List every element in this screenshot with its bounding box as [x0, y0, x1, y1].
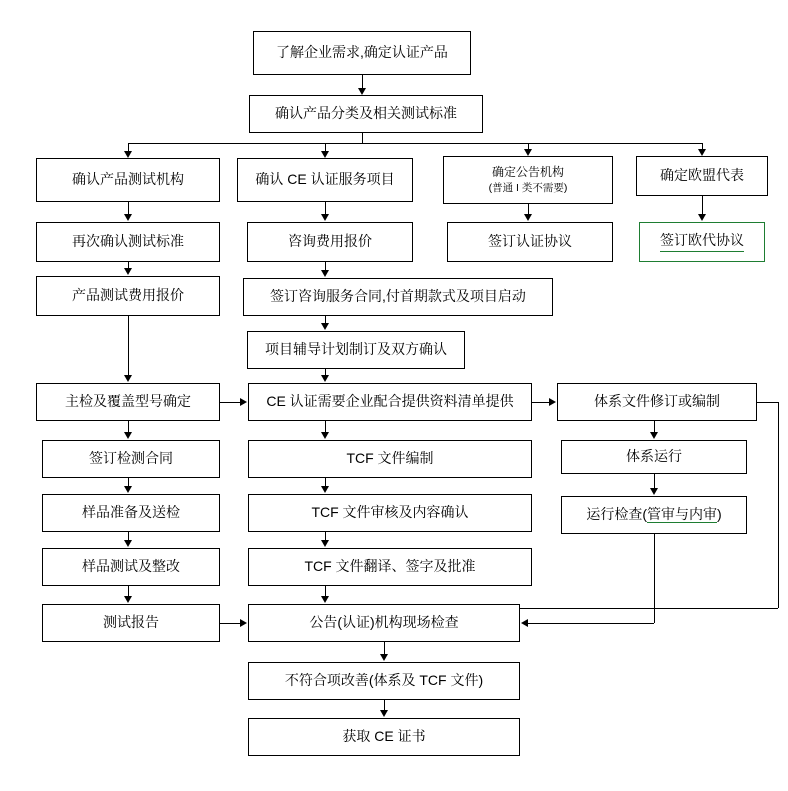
arrow-head — [124, 432, 132, 439]
arrow-head — [124, 596, 132, 603]
connector — [325, 478, 326, 486]
connector — [384, 700, 385, 710]
node-confirm-ce-service[interactable] — [237, 158, 413, 202]
connector — [528, 204, 529, 214]
node-understand-requirements[interactable] — [253, 31, 471, 75]
node-label: 咨询费用报价 — [288, 233, 372, 250]
node-operation-inspection[interactable] — [561, 496, 747, 534]
arrow-head — [321, 151, 329, 158]
connector — [325, 262, 326, 270]
node-label: 体系文件修订或编制 — [594, 393, 720, 410]
node-label: 签订欧代协议 — [660, 232, 744, 252]
connector — [702, 196, 703, 214]
node-label: 不符合项改善(体系及 TCF 文件) — [284, 672, 484, 689]
arrow-head — [321, 596, 329, 603]
node-sample-prep-submission[interactable] — [42, 494, 220, 532]
connector — [128, 478, 129, 486]
connector — [384, 642, 385, 654]
node-label: 测试报告 — [103, 614, 159, 631]
node-label: 主检及覆盖型号确定 — [65, 393, 191, 410]
arrow-head — [358, 88, 366, 95]
node-label: 公告(认证)机构现场检查 — [309, 614, 459, 631]
node-confirm-classification[interactable] — [249, 95, 483, 133]
node-label: 了解企业需求,确定认证产品 — [276, 44, 448, 61]
node-label: 签订咨询服务合同,付首期款式及项目启动 — [270, 288, 526, 305]
node-determine-notified-body[interactable] — [443, 156, 613, 204]
node-tcf-compilation[interactable] — [248, 440, 532, 478]
node-label: 确定公告机构 — [491, 164, 564, 179]
arrow-head — [124, 486, 132, 493]
node-project-plan-confirm[interactable] — [247, 331, 465, 369]
connector — [532, 402, 549, 403]
connector-bus — [128, 143, 702, 144]
connector — [654, 534, 655, 623]
node-label: 样品测试及整改 — [82, 558, 180, 575]
connector — [128, 586, 129, 596]
node-label: 签订检测合同 — [89, 450, 173, 467]
connector — [778, 402, 779, 608]
arrow-head — [650, 488, 658, 495]
node-label: 确认产品分类及相关测试标准 — [275, 105, 457, 122]
node-label: TCF 文件审核及内容确认 — [311, 504, 469, 521]
node-nonconformity-correction[interactable] — [248, 662, 520, 700]
node-determine-eu-rep[interactable] — [636, 156, 768, 196]
arrow-head — [124, 151, 132, 158]
node-sample-test-rectify[interactable] — [42, 548, 220, 586]
connector — [757, 402, 778, 403]
node-sign-certification-agreement[interactable] — [447, 222, 613, 262]
node-label: 体系运行 — [626, 448, 682, 465]
arrow-head — [240, 398, 247, 406]
arrow-head — [321, 486, 329, 493]
arrow-head — [321, 323, 329, 330]
arrow-head — [321, 432, 329, 439]
connector — [362, 133, 363, 143]
node-label: 确认产品测试机构 — [72, 171, 184, 188]
arrow-head — [124, 214, 132, 221]
arrow-head — [321, 270, 329, 277]
connector — [128, 532, 129, 540]
node-reconfirm-standards[interactable] — [36, 222, 220, 262]
connector — [325, 586, 326, 596]
arrow-head — [524, 214, 532, 221]
connector — [528, 623, 654, 624]
node-label: 运行检查(管审与内审) — [586, 506, 722, 523]
connector — [220, 623, 240, 624]
arrow-head — [321, 214, 329, 221]
connector — [520, 608, 778, 609]
node-obtain-ce-certificate[interactable] — [248, 718, 520, 756]
arrow-head — [698, 149, 706, 156]
node-label: 产品测试费用报价 — [72, 287, 184, 304]
arrow-head — [521, 619, 528, 627]
node-label: TCF 文件编制 — [346, 450, 434, 467]
arrow-head — [549, 398, 556, 406]
node-sign-eu-rep-agreement[interactable] — [639, 222, 765, 262]
connector — [325, 143, 326, 151]
node-label: TCF 文件翻译、签字及批准 — [304, 558, 476, 575]
arrow-head — [650, 432, 658, 439]
arrow-head — [321, 375, 329, 382]
connector — [220, 402, 240, 403]
node-label: 确定欧盟代表 — [660, 167, 744, 184]
connector — [325, 316, 326, 323]
node-tcf-review[interactable] — [248, 494, 532, 532]
node-label: 项目辅导计划制订及双方确认 — [265, 341, 447, 358]
arrow-head — [124, 540, 132, 547]
connector — [128, 316, 129, 375]
arrow-head — [380, 654, 388, 661]
node-label: CE 认证需要企业配合提供资料清单提供 — [266, 393, 514, 410]
node-system-doc-revision[interactable] — [557, 383, 757, 421]
connector — [128, 421, 129, 432]
connector — [325, 532, 326, 540]
node-consulting-quote[interactable] — [247, 222, 413, 262]
node-label: 再次确认测试标准 — [72, 233, 184, 250]
arrow-head — [240, 619, 247, 627]
node-document-checklist[interactable] — [248, 383, 532, 421]
arrow-head — [124, 375, 132, 382]
arrow-head — [380, 710, 388, 717]
node-onsite-audit[interactable] — [248, 604, 520, 642]
node-sign-consulting-contract[interactable] — [243, 278, 553, 316]
node-sublabel: (普通 I 类不需要) — [488, 181, 568, 194]
node-label: 样品准备及送检 — [82, 504, 180, 521]
connector — [128, 143, 129, 151]
node-confirm-test-lab[interactable] — [36, 158, 220, 202]
node-label: 获取 CE 证书 — [342, 728, 426, 745]
node-main-model-coverage[interactable] — [36, 383, 220, 421]
connector — [654, 421, 655, 432]
arrow-head — [698, 214, 706, 221]
node-tcf-translation-approval[interactable] — [248, 548, 532, 586]
node-product-test-quote[interactable] — [36, 276, 220, 316]
node-label: 签订认证协议 — [488, 233, 572, 250]
arrow-head — [524, 149, 532, 156]
connector — [325, 202, 326, 214]
connector — [128, 202, 129, 214]
connector — [654, 474, 655, 488]
node-system-operation[interactable] — [561, 440, 747, 474]
arrow-head — [321, 540, 329, 547]
node-test-report[interactable] — [42, 604, 220, 642]
node-sign-testing-contract[interactable] — [42, 440, 220, 478]
node-label: 确认 CE 认证服务项目 — [255, 171, 395, 188]
arrow-head — [124, 268, 132, 275]
connector — [325, 421, 326, 432]
connector — [362, 75, 363, 88]
